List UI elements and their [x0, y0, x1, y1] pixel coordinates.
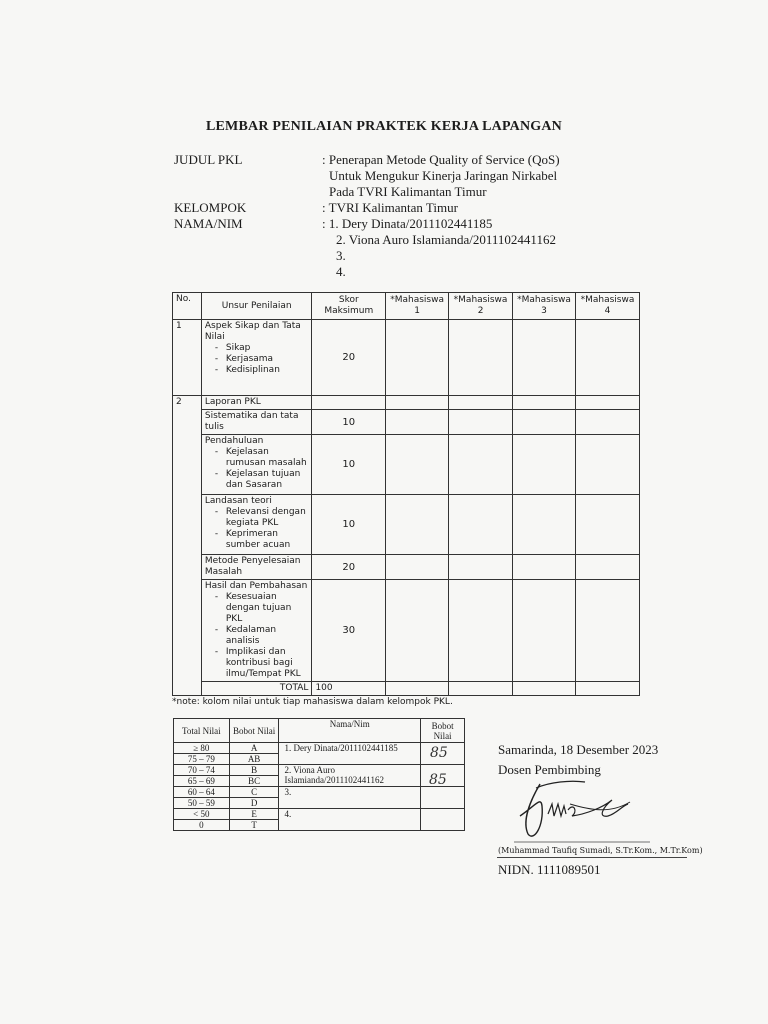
criterion-item: - Kejelasan rumusan masalah — [215, 447, 309, 469]
header-mahasiswa-2: *Mahasiswa 2 — [449, 293, 513, 320]
row-number: 2 — [173, 396, 202, 696]
grade-letter: B — [229, 765, 279, 776]
criterion-title: Sistematika dan tata tulis — [201, 410, 312, 435]
score-cell[interactable] — [449, 410, 513, 435]
score-cell[interactable] — [449, 555, 513, 580]
signer-nidn: NIDN. 1111089501 — [498, 862, 601, 877]
table-row — [173, 555, 640, 580]
grade-row — [174, 765, 465, 776]
handwritten-mark-1: 85 — [430, 745, 448, 761]
table-row — [173, 396, 640, 410]
score-cell[interactable] — [513, 320, 576, 396]
judul-line: : Penerapan Metode Quality of Service (QoS) — [322, 152, 560, 167]
kelompok-value: : TVRI Kalimantan Timur — [322, 200, 458, 215]
grade-range: 0 — [174, 820, 230, 831]
criterion-title: Laporan PKL — [201, 396, 312, 410]
grade-letter: BC — [229, 776, 279, 787]
criterion-title: Pendahuluan — [204, 436, 264, 446]
grade-row — [174, 743, 465, 754]
max-score: 20 — [312, 320, 386, 396]
grade-letter: E — [229, 809, 279, 820]
student-name: 3. — [279, 787, 421, 809]
criterion-cell — [201, 435, 312, 495]
nama-line: 4. — [336, 264, 346, 279]
header-total-nilai: Total Nilai — [174, 719, 230, 743]
nama-value — [322, 216, 556, 280]
score-cell[interactable] — [575, 320, 639, 396]
grade-range: < 50 — [174, 809, 230, 820]
score-cell[interactable] — [449, 495, 513, 555]
score-cell[interactable] — [575, 435, 639, 495]
max-score: 20 — [312, 555, 386, 580]
signer-name: (Muhammad Taufiq Sumadi, S.Tr.Kom., M.Tr.Kom) — [498, 846, 703, 855]
criterion-item: - Relevansi dengan kegiata PKL — [215, 507, 309, 529]
place-date: Samarinda, 18 Desember 2023 — [498, 742, 659, 757]
grade-range: 75 – 79 — [174, 754, 230, 765]
table-row — [173, 495, 640, 555]
total-row — [173, 682, 640, 696]
score-cell[interactable] — [513, 682, 576, 696]
header-skor: Skor Maksimum — [312, 293, 386, 320]
max-score: 10 — [312, 435, 386, 495]
score-cell[interactable] — [575, 555, 639, 580]
score-cell[interactable] — [386, 410, 449, 435]
nama-line: 2. Viona Auro Islamianda/2011102441162 — [336, 232, 556, 247]
score-cell[interactable] — [386, 495, 449, 555]
grade-range: ≥ 80 — [174, 743, 230, 754]
row-number: 1 — [173, 320, 202, 396]
table-row — [173, 410, 640, 435]
total-score: 100 — [312, 682, 386, 696]
nama-label: NAMA/NIM — [174, 216, 243, 231]
judul-value — [322, 152, 560, 200]
student-name: 4. — [279, 809, 421, 831]
criterion-item: - Kerjasama — [215, 354, 309, 365]
kelompok-label: KELOMPOK — [174, 200, 247, 215]
grade-letter: T — [229, 820, 279, 831]
score-cell[interactable] — [386, 320, 449, 396]
score-cell[interactable] — [575, 410, 639, 435]
score-cell[interactable] — [449, 435, 513, 495]
header-nama-nim: Nama/Nim — [279, 719, 421, 743]
score-cell[interactable] — [513, 580, 576, 682]
score-cell[interactable] — [386, 555, 449, 580]
criterion-title: Hasil dan Pembahasan — [204, 581, 308, 591]
score-cell[interactable] — [386, 435, 449, 495]
criterion-cell — [201, 580, 312, 682]
score-cell[interactable] — [575, 495, 639, 555]
student-grade-cell[interactable] — [421, 787, 465, 809]
header-mahasiswa-4: *Mahasiswa 4 — [575, 293, 639, 320]
header-unsur: Unsur Penilaian — [201, 293, 312, 320]
grade-table — [173, 718, 465, 831]
signature-image — [500, 776, 660, 846]
criterion-title: Landasan teori — [204, 496, 272, 506]
total-label: TOTAL — [201, 682, 312, 696]
table-note: *note: kolom nilai untuk tiap mahasiswa dalam kelompok PKL. — [172, 697, 453, 707]
grade-range: 50 – 59 — [174, 798, 230, 809]
nama-line: 3. — [336, 248, 346, 263]
score-cell[interactable] — [449, 320, 513, 396]
grade-row — [174, 787, 465, 798]
criterion-item: - Kesesuaian dengan tujuan PKL — [215, 592, 309, 625]
criterion-cell — [201, 320, 312, 396]
criterion-item: - Kedalaman analisis — [215, 625, 309, 647]
grade-range: 65 – 69 — [174, 776, 230, 787]
header-no: No. — [173, 293, 202, 320]
grade-row — [174, 809, 465, 820]
grade-range: 60 – 64 — [174, 787, 230, 798]
handwritten-mark-2: 85 — [429, 772, 447, 788]
max-score: 10 — [312, 410, 386, 435]
criterion-title: Metode Penyelesaian Masalah — [201, 555, 312, 580]
header-bobot-nilai-2: Bobot Nilai — [421, 719, 465, 743]
table-row — [173, 320, 640, 396]
score-cell[interactable] — [513, 410, 576, 435]
signature-divider — [497, 857, 687, 858]
header-bobot-nilai: Bobot Nilai — [229, 719, 279, 743]
max-score: 30 — [312, 580, 386, 682]
criterion-item: - Keprimeran sumber acuan — [215, 529, 309, 551]
criterion-item: - Implikasi dan kontribusi bagi ilmu/Tempat PKL — [215, 647, 309, 680]
criterion-item: - Kedisiplinan — [215, 365, 309, 376]
max-score: 10 — [312, 495, 386, 555]
criterion-cell — [201, 495, 312, 555]
table-row — [173, 580, 640, 682]
table-row — [173, 435, 640, 495]
student-name: 2. Viona Auro Islamianda/2011102441162 — [279, 765, 421, 787]
score-cell[interactable] — [449, 580, 513, 682]
score-cell[interactable] — [575, 682, 639, 696]
signer-role: Dosen Pembimbing — [498, 762, 601, 777]
criterion-item: - Sikap — [215, 343, 309, 354]
criterion-item: - Kejelasan tujuan dan Sasaran — [215, 469, 309, 491]
score-cell[interactable] — [513, 435, 576, 495]
header-mahasiswa-3: *Mahasiswa 3 — [513, 293, 576, 320]
grade-letter: C — [229, 787, 279, 798]
judul-line: Pada TVRI Kalimantan Timur — [329, 184, 487, 199]
assessment-table — [172, 292, 640, 696]
score-cell[interactable] — [449, 682, 513, 696]
judul-line: Untuk Mengukur Kinerja Jaringan Nirkabel — [329, 168, 558, 183]
score-cell[interactable] — [575, 580, 639, 682]
student-grade-cell[interactable] — [421, 809, 465, 831]
criterion-title: Aspek Sikap dan Tata Nilai — [204, 321, 301, 342]
student-name: 1. Dery Dinata/2011102441185 — [279, 743, 421, 765]
nama-line: : 1. Dery Dinata/2011102441185 — [322, 216, 493, 231]
score-cell[interactable] — [386, 682, 449, 696]
score-cell[interactable] — [386, 580, 449, 682]
document-title: LEMBAR PENILAIAN PRAKTEK KERJA LAPANGAN — [205, 119, 562, 134]
score-cell[interactable] — [513, 555, 576, 580]
header-mahasiswa-1: *Mahasiswa 1 — [386, 293, 449, 320]
grade-letter: D — [229, 798, 279, 809]
score-cell[interactable] — [513, 495, 576, 555]
judul-label: JUDUL PKL — [174, 152, 243, 167]
grade-range: 70 – 74 — [174, 765, 230, 776]
grade-letter: A — [229, 743, 279, 754]
grade-letter: AB — [229, 754, 279, 765]
